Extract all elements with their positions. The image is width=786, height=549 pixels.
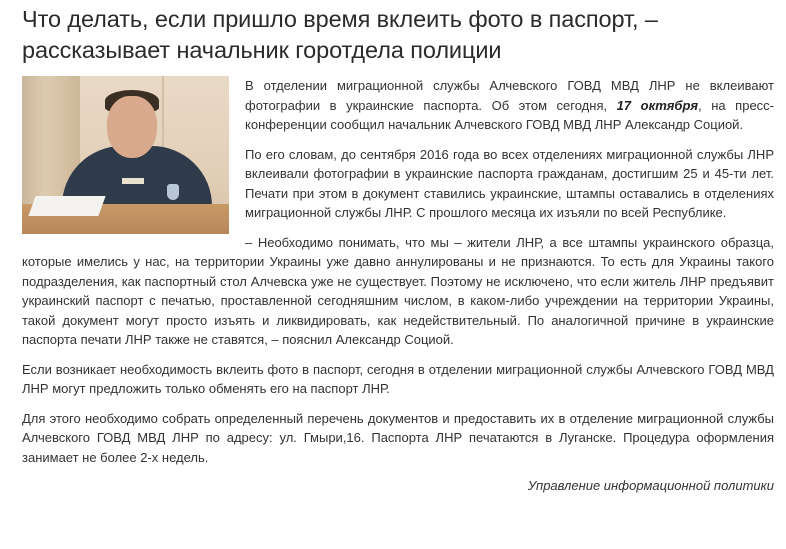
paragraph-3: – Необходимо понимать, что мы – жители ЛНР, а все штампы украинского образца, которые имелись у нас, на территории Украины уже давно аннулированы и не признаются. То есть для Украины такого подразделения, как паспортный стол Алчевска уже не существует. Поэтому не исключено, что если житель ЛНР предъявит украинский паспорт с печатью, проставленной сегодняшним числом, в каком-либо учреждении на территории Украины, такой документ могут просто изъять и ликвидировать, как недействительный. По аналогичной причине в украинские паспорта печати ЛНР также не ставятся, – пояснил Александр Социой. [22, 234, 774, 347]
paragraph-4: Если возникает необходимость вклеить фото в паспорт, сегодня в отделении миграционной службы Алчевского ГОВД МВД ЛНР могут предложить только обменять его на паспорт ЛНР. [22, 361, 774, 396]
article-photo [22, 76, 229, 234]
paragraph-2: По его словам, до сентября 2016 года во всех отделениях миграционной службы ЛНР вклеивали фотографии в украинские паспорта гражданам, достигшим 25 и 45-ти лет. Печати при этом в документ ставились украинские, штампы оставались в отделениях миграционной службы ЛНР. С прошлого месяца их изъяли по всей Республике. [245, 146, 774, 220]
photo-nametag [122, 178, 144, 184]
article-title: Что делать, если пришло время вклеить фото в паспорт, – рассказывает начальник горотдела полиции [22, 6, 658, 63]
article-signature: Управление информационной политики [527, 478, 774, 493]
photo-paper [28, 196, 105, 216]
paragraph-1-text-end: , на пресс-конференции сообщил начальник Алчевского ГОВД МВД ЛНР Александр Социой. [245, 97, 775, 132]
paragraph-5: Для этого необходимо собрать определенный перечень документов и предоставить их в отделение миграционной службы Алчевского ГОВД МВД ЛНР по адресу: ул. Гмыри,16. Паспорта ЛНР печатаются в Луганске. Процедура оформления занимает не более 2-х недель. [22, 410, 774, 465]
paragraph-1-date: 17 октября [616, 97, 699, 113]
photo-badge [167, 184, 179, 200]
paragraph-1-text: В отделении миграционной службы Алчевского ГОВД МВД ЛНР не вклеивают фотографии в украинские паспорта. Об этом сегодня, [245, 78, 774, 113]
article [22, 4, 774, 495]
photo-officer-face [107, 96, 157, 158]
